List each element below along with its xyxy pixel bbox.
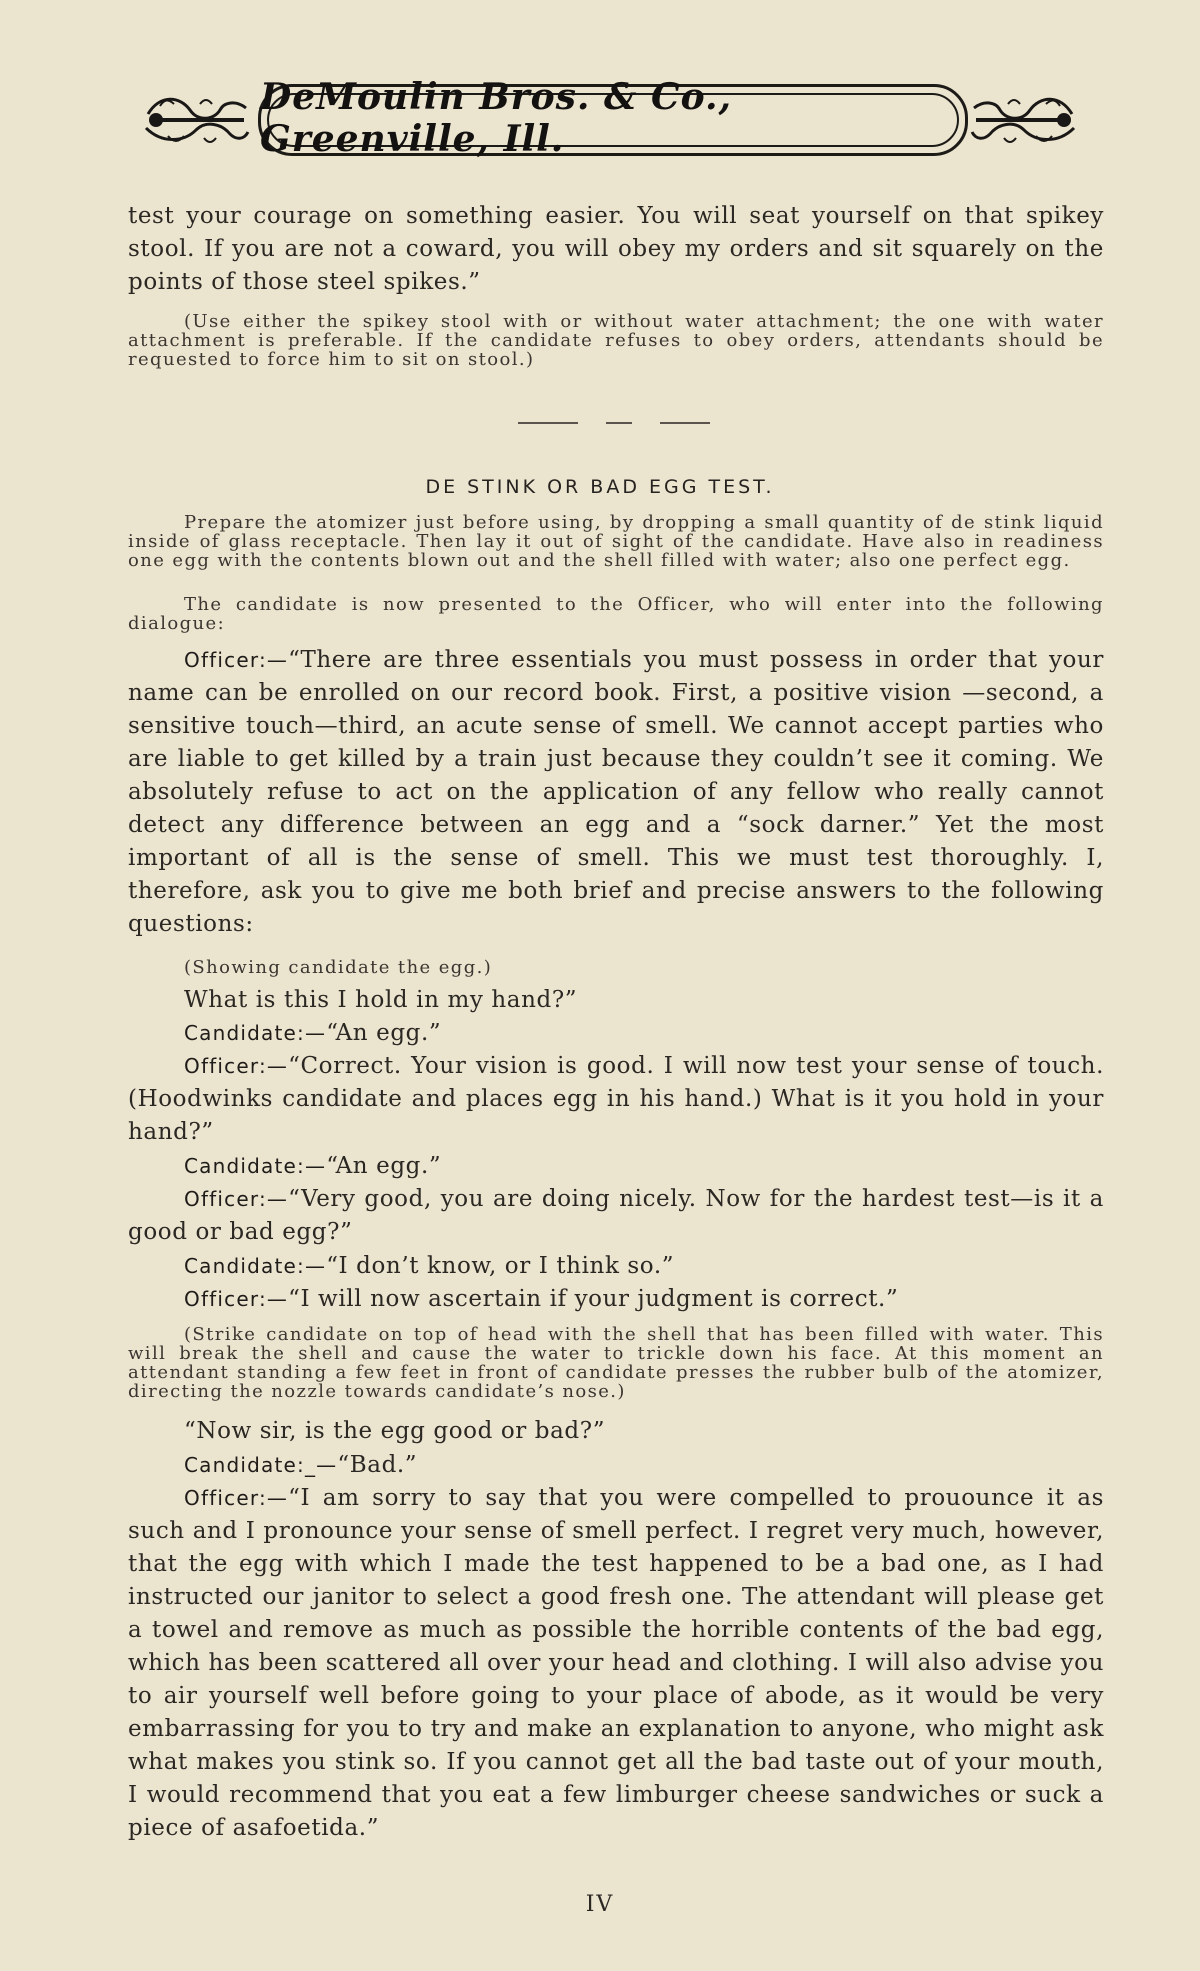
officer-label: Officer:— <box>184 1486 289 1510</box>
candidate-reply-4 <box>128 1449 1104 1482</box>
candidate-label: Candidate:_— <box>184 1453 338 1477</box>
presentation-note: The candidate is now presented to the Officer, who will enter into the following dialogue: <box>128 594 1104 634</box>
section-divider <box>518 422 710 424</box>
banner-title: DeMoulin Bros. & Co., Greenville, Ill. <box>260 76 733 160</box>
candidate-reply-3-text: “I don’t know, or I think so.” <box>326 1253 675 1279</box>
opening-paragraph: test your courage on something easier. You will seat yourself on that spikey stool. If you are not a coward, you will obey my orders and sit squarely on the points of those steel spikes.” <box>128 203 1104 295</box>
page-number: IV <box>585 1892 615 1917</box>
candidate-reply-3 <box>128 1250 1104 1283</box>
officer-speech-3 <box>128 1183 1104 1249</box>
officer-label: Officer:— <box>184 1287 289 1311</box>
officer-speech-1b: What is this I hold in my hand?” <box>184 987 578 1013</box>
header-banner <box>140 78 1080 160</box>
ornament-scroll-left-icon <box>140 84 250 154</box>
officer-label: Officer:— <box>184 1187 289 1211</box>
officer-speech-2 <box>128 1050 1104 1149</box>
officer-speech-3-text: “Very good, you are doing nicely. Now for the hardest test—is it a good or bad egg?” <box>128 1186 1104 1245</box>
candidate-reply-2 <box>128 1150 1104 1183</box>
officer-speech-5 <box>128 1482 1104 1845</box>
officer-speech-4 <box>128 1283 1104 1316</box>
candidate-label: Candidate:— <box>184 1154 327 1178</box>
candidate-reply-1-text: “An egg.” <box>326 1020 442 1046</box>
preparation-note: Prepare the atomizer just before using, by dropping a small quantity of de stink liquid inside of glass receptacle. Then lay it out of sight of the candidate. Have also in readiness one egg with the contents blown out and the shell filled with water; also one perfect egg. <box>128 512 1104 571</box>
stool-instruction-note: (Use either the spikey stool with or without water attachment; the one with water attachment is preferable. If the candidate refuses to obey orders, attendants should be requested to force him to sit on stool.) <box>128 311 1104 370</box>
officer-speech-4-text: “I will now ascertain if your judgment is correct.” <box>288 1286 899 1312</box>
officer-label: Officer:— <box>184 1054 289 1078</box>
candidate-label: Candidate:— <box>184 1254 327 1278</box>
section-title: DE STINK OR BAD EGG TEST. <box>425 476 775 498</box>
officer-speech-2-text: “Correct. Your vision is good. I will now test your sense of touch. (Hoodwinks candidate and places egg in his hand.) What is it you hold in your hand?” <box>128 1053 1104 1145</box>
officer-speech-4b: “Now sir, is the egg good or bad?” <box>184 1418 606 1444</box>
stage-direction-1: (Showing candidate the egg.) <box>184 957 493 978</box>
candidate-label: Candidate:— <box>184 1021 327 1045</box>
candidate-reply-4-text: “Bad.” <box>337 1452 418 1478</box>
candidate-reply-1 <box>128 1017 1104 1050</box>
officer-label: Officer:— <box>184 648 289 672</box>
candidate-reply-2-text: “An egg.” <box>326 1153 442 1179</box>
officer-speech-1-text: “There are three essentials you must possess in order that your name can be enrolled on our record book. First, a positive vision —second, a sensitive touch—third, an acute sense of smell. We cannot accept parties who are liable to get killed by a train just because they couldn’t see it coming. We absolutely refuse to act on the application of any fellow who really cannot detect any difference between an egg and a “sock darner.” Yet the most important of all is the sense of smell. This we must test thoroughly. I, therefore, ask you to give me both brief and precise answers to the following questions: <box>128 647 1104 937</box>
stage-direction-2: (Strike candidate on top of head with the shell that has been filled with water. This will break the shell and cause the water to trickle down his face. At this moment an attendant standing a few feet in front of candidate presses the rubber bulb of the atomizer, directing the nozzle towards candidate’s nose.) <box>128 1324 1104 1402</box>
officer-speech-1 <box>128 644 1104 941</box>
officer-speech-5-text: “I am sorry to say that you were compelled to prouounce it as such and I pronounce your sense of smell perfect. I regret very much, however, that the egg with which I made the test happened to be a bad one, as I had instructed our janitor to select a good fresh one. The attendant will please get a towel and remove as much as possible the horrible contents of the bad egg, which has been scattered all over your head and clothing. I will also advise you to air yourself well before going to your place of abode, as it would be very embarrassing for you to try and make an explanation to anyone, who might ask what makes you stink so. If you cannot get all the bad taste out of your mouth, I would recommend that you eat a few limburger cheese sandwiches or suck a piece of asafoetida.” <box>128 1485 1104 1841</box>
ornament-scroll-right-icon <box>970 84 1080 154</box>
